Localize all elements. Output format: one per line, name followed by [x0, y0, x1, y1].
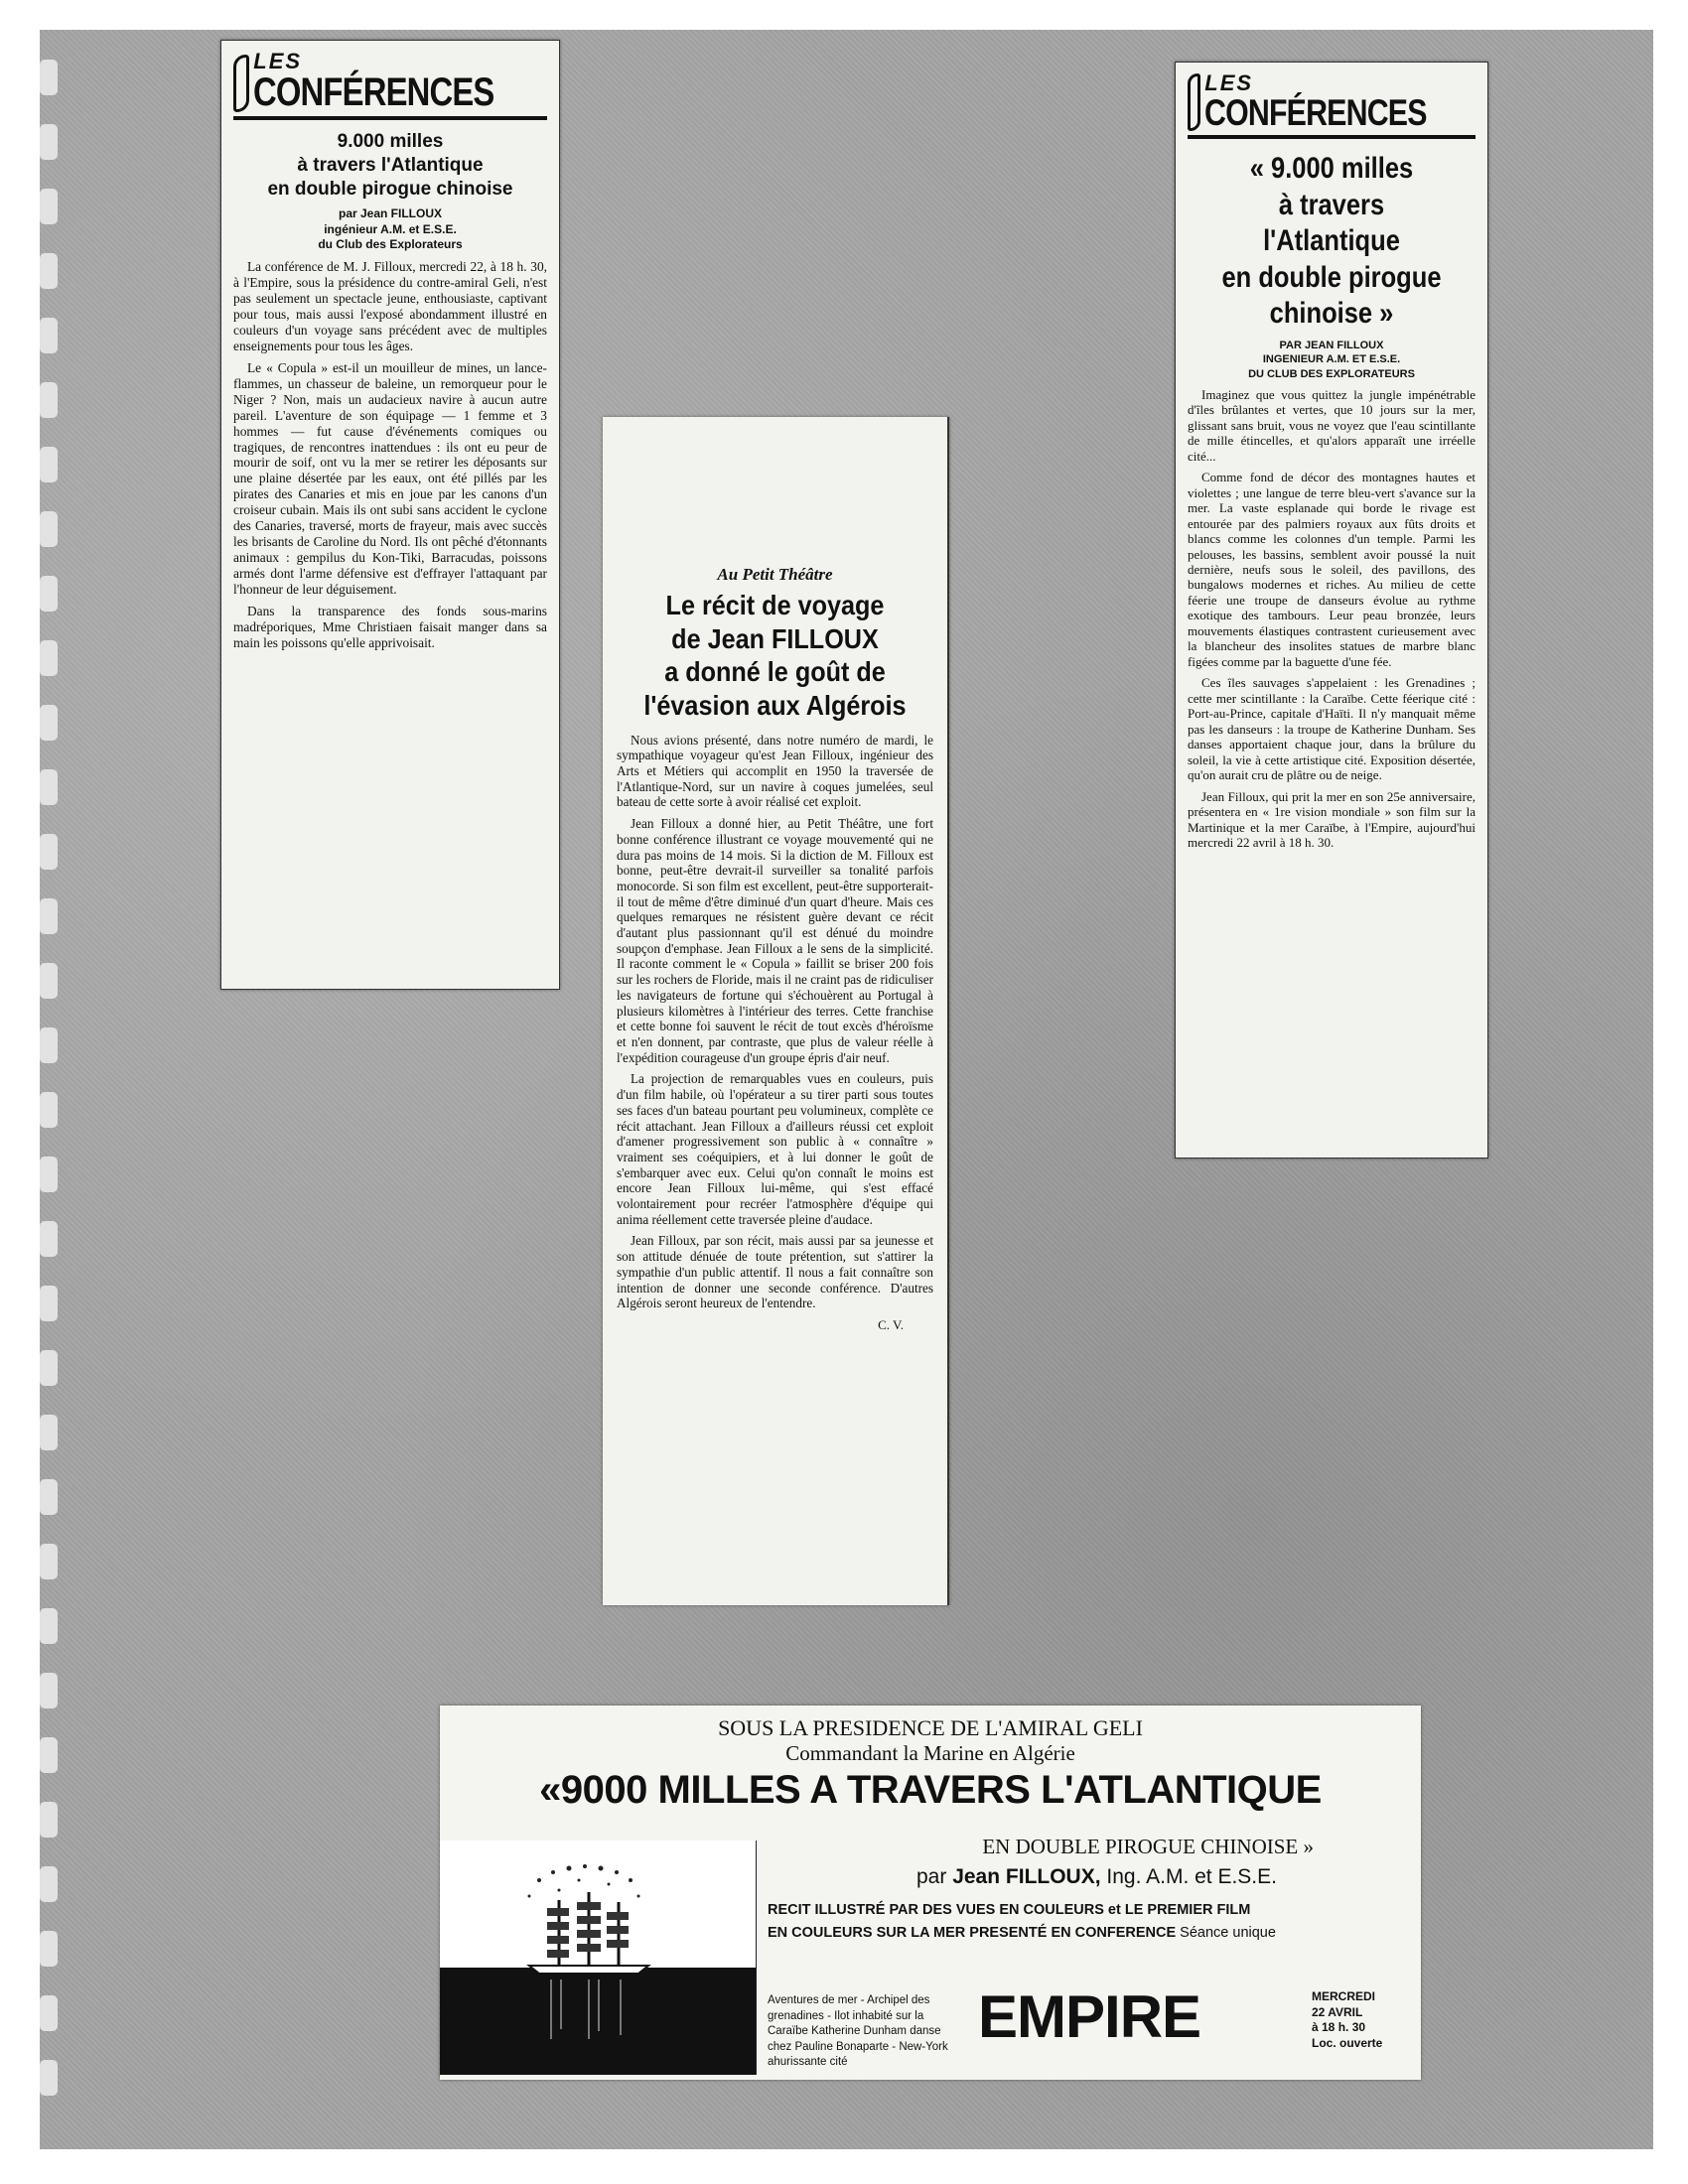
article-body: La conférence de M. J. Filloux, mercredi 22, à 18 h. 30, à l'Empire, sous la présidence du contre-amiral Geli, n'est pas seulement un spectacle jeune, enthousiaste, captivant pour tous, mais aussi l'exposé abondamment illustré en couleurs d'un voyage sans précédent avec de multiples enseignements pour tous les âges. Le « Copula » est-il un mouilleur de mines, un lance-flammes, un chasseur de baleine, un remorqueur pour le Niger ? Non, mais un audacieux navire à aucun autre pareil. L'aventure de son équipage — 1 femme et 3 hommes — fut cause d'événements comiques ou tragiques, de rencontres inattendues : ils ont eu peur de mourir de soif, ont vu la mer se retirer les déposants sur une plaine désertée par les eaux, ont été pillés par les pirates des Canaries et mis en joue par les canons d'un croiseur cubain. Mais ils ont subi sans accident le cyclone des Canaries, traversé, morts de frayeur, mais avec succès les brisants de Caroline du Nord. Ils ont pêché d'étonnants animaux : gempilus du Kon-Tiki, Barracudas, poissons armés dont l'arme défensive est d'effrayer l'attaquant par l'honneur de leur déguisement. Dans la transparence des fonds sous-marins madréporiques, Mme Christiaen faisait manger dans sa main les poissons qu'elle apprivoisait.	[233, 259, 547, 650]
ad-venue: EMPIRE	[978, 1983, 1201, 2050]
ad-recit: RECIT ILLUSTRÉ PAR DES VUES EN COULEURS et LE PREMIER FILM EN COULEURS SUR LA MER PRESENTÉ EN CONFERENCE Séance unique	[768, 1902, 1276, 1942]
masthead-les: LES	[1204, 70, 1254, 95]
ad-subtitle: EN DOUBLE PIROGUE CHINOISE »	[982, 1835, 1314, 1858]
ad-author: par Jean FILLOUX, Ing. A.M. et E.S.E.	[916, 1865, 1277, 1888]
masthead-conferences: CONFÉRENCES	[253, 70, 494, 114]
ad-ship-illustration	[440, 1841, 757, 2075]
clipping-right	[1175, 62, 1488, 1159]
masthead-les: LES	[253, 49, 303, 73]
kicker: Au Petit Théâtre	[717, 565, 833, 584]
headline: « 9.000 milles à travers l'Atlantique en double pirogue chinoise »	[1221, 152, 1442, 331]
masthead	[1176, 63, 1487, 133]
ad-date: MERCREDI 22 AVRIL à 18 h. 30 Loc. ouverte	[1312, 1989, 1383, 2050]
headline: Le récit de voyage de Jean FILLOUX a donné le goût de l'évasion aux Algérois	[643, 590, 907, 722]
masthead	[221, 41, 559, 114]
byline: PAR JEAN FILLOUX INGENIEUR A.M. ET E.S.E. DU CLUB DES EXPLORATEURS	[1248, 339, 1415, 380]
masthead-scroll-ornament	[1188, 73, 1200, 131]
clipping-left	[220, 40, 560, 990]
masthead-scroll-ornament	[233, 55, 249, 112]
byline: par Jean FILLOUX ingénieur A.M. et E.S.E. du Club des Explorateurs	[318, 206, 463, 252]
ad-teaser: Aventures de mer - Archipel des grenadines - Ilot inhabité sur la Caraïbe Katherine Dunham danse chez Pauline Bonaparte - New-York ahurissante cité	[768, 1994, 948, 2069]
article-body: Imaginez que vous quittez la jungle impénétrable d'îles brûlantes et vertes, que 10 jours sur la mer, glissant sans bruit, vous ne voyez que l'eau scintillante de mille étincelles, et qu'alors apparaît une irréelle cité... Comme fond de décor des montagnes hautes et violettes ; une langue de terre bleu-vert s'avance sur la mer. La vaste esplanade qui borde le rivage est entourée par des palmiers royaux aux fûts droits et blancs comme les colonnes d'un temple. Parmi les pelouses, les bassins, semblent avoir poussé la nuit dernière, neufs sous le soleil, des pavillons, des bungalows modernes et riches. Au milieu de cette féerie une troupe de danseurs évolue au rythme exotique des tambours. Leur peau bronzée, leurs mouvements élastiques contrastent curieusement avec la blancheur des insolites statues de marbre blanc figées comme par la baguette d'une fée. Ces îles sauvages s'appelaient : les Grenadines ; cette mer scintillante : la Caraïbe. Cette féerique cité : Port-au-Prince, capitale d'Haïti. Il n'y manquait même pas les danseurs : la troupe de Katherine Dunham. Ses danses apportaient chaque jour, dans la brûlure du soleil, la vie à cette artistique cité. Exposition désertée, qu'on aurait cru de plâtre ou de neige. Jean Filloux, qui prit la mer en son 25e anniversaire, présentera en « 1re vision mondiale » son film sur la Martinique et la mer Caraïbe, à l'Empire, aujourd'hui mercredi 22 avril à 18 h. 30.	[1188, 386, 1476, 850]
masthead-conferences: CONFÉRENCES	[1204, 92, 1427, 133]
signature: C. V.	[878, 1316, 904, 1332]
clipping-middle	[603, 417, 949, 1605]
advertisement	[440, 1706, 1421, 2080]
headline: 9.000 milles à travers l'Atlantique en double pirogue chinoise	[267, 131, 513, 200]
article-body: Nous avions présenté, dans notre numéro de mardi, le sympathique voyageur qu'est Jean Filloux, ingénieur des Arts et Métiers qui accomplit en 1950 la traversée de l'Atlantique-Nord, sur un navire à coques jumelées, seul bateau de cette sorte à avoir réalisé cet exploit. Jean Filloux a donné hier, au Petit Théâtre, une fort bonne conférence illustrant ce voyage mouvementé qui ne dura pas moins de 14 mois. Si la diction de M. Filloux est bonne, peut-être devrait-il surveiller sa tonalité parfois monocorde. Si son film est excellent, peut-être supporterait-il tout de même d'être diminué d'un quart d'heure. Mais ces quelques remarques ne résistent guère devant ce récit d'autant plus passionnant qu'il est dénué du moindre soupçon d'emphase. Jean Filloux a le sens de la simplicité. Il raconte comment le « Copula » faillit se briser 200 fois sur les rochers de Floride, mais il ne craint pas de ridiculiser les navigateurs de fortune qui s'échouèrent au Portugal à plusieurs kilomètres à l'intérieur des terres. Cette franchise et cette bonne foi sauvent le récit de tout excès d'héroïsme et n'en donnent, par contraste, que plus de valeur réelle à l'expédition courageuse d'un groupe épris d'air neuf. La projection de remarquables vues en couleurs, puis d'un film habile, où l'opérateur a su tirer parti sous toutes ses faces d'un bateau pourtant peu volumineux, complète ce récit attachant. Jean Filloux a d'ailleurs réussi cet exploit d'amener progressivement son public à « connaître » vraiment ses coéquipiers, et à lui donner le goût de s'embarquer avec eux. Celui qu'on connaît le moins est encore Jean Filloux lui-même, qui s'est effacé volontairement pour recréer l'atmosphère d'équipe qui anima réellement cette traversée pleine d'audace. Jean Filloux, par son récit, mais aussi par sa jeunesse et son attitude dénuée de toute prétention, sut s'attirer la sympathie d'un public attentif. Il nous a fait connaître son intention de donner une seconde conférence. D'autres Algérois seront heureux de l'entendre.	[617, 732, 933, 1311]
ad-presidence: SOUS LA PRESIDENCE DE L'AMIRAL GELI	[718, 1715, 1143, 1740]
ad-commandant: Commandant la Marine en Algérie	[785, 1741, 1075, 1765]
ad-title: «9000 MILLES A TRAVERS L'ATLANTIQUE	[539, 1768, 1322, 1812]
binder-holes	[40, 60, 60, 2105]
